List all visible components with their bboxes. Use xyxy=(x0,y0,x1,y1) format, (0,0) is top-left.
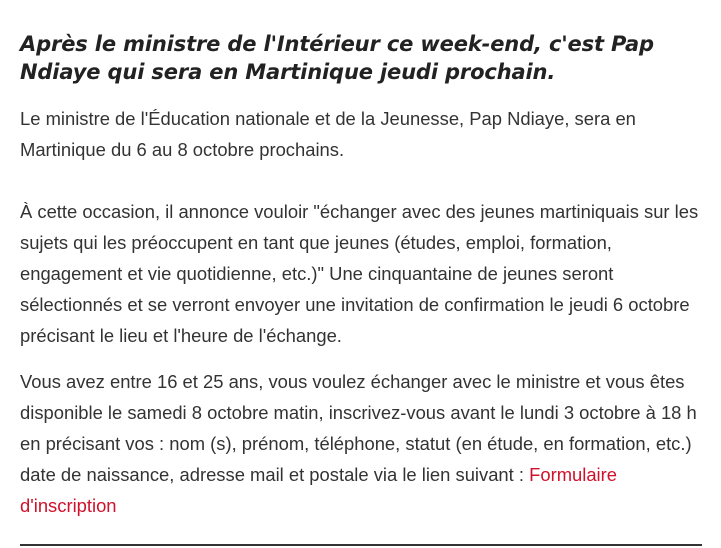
section-divider xyxy=(20,544,702,546)
paragraph-intro: Le ministre de l'Éducation nationale et de la Jeunesse, Pap Ndiaye, sera en Martinique du 6 au 8 octobre prochains. xyxy=(20,108,636,160)
registration-form-link[interactable]: Formulaire d'inscription xyxy=(20,464,617,516)
paragraph-occasion: À cette occasion, il annonce vouloir "échanger avec des jeunes martiniquais sur les sujets qui les préoccupent en tant que jeunes (études, emploi, formation, engagement et vie quotidienne, etc.)" Une cinquantaine de jeunes seront sélectionnés et se verront envoyer une invitation de confirmation le jeudi 6 octobre précisant le lieu et l'heure de l'échange. xyxy=(20,201,699,346)
paragraph-registration-text: Vous avez entre 16 et 25 ans, vous voulez échanger avec le ministre et vous êtes disponible le samedi 8 octobre matin, inscrivez-vous avant le lundi 3 octobre à 18 h en précisant vos : nom (s), prénom, téléphone, statut (en étude, en formation, etc.) date de naissance, adresse mail et postale via le lien suivant : xyxy=(20,371,697,485)
paragraph-registration xyxy=(20,366,702,521)
article-body xyxy=(20,30,702,521)
article-headline: Après le ministre de l'Intérieur ce week-end, c'est Pap Ndiaye qui sera en Martinique jeudi prochain. xyxy=(20,32,654,84)
